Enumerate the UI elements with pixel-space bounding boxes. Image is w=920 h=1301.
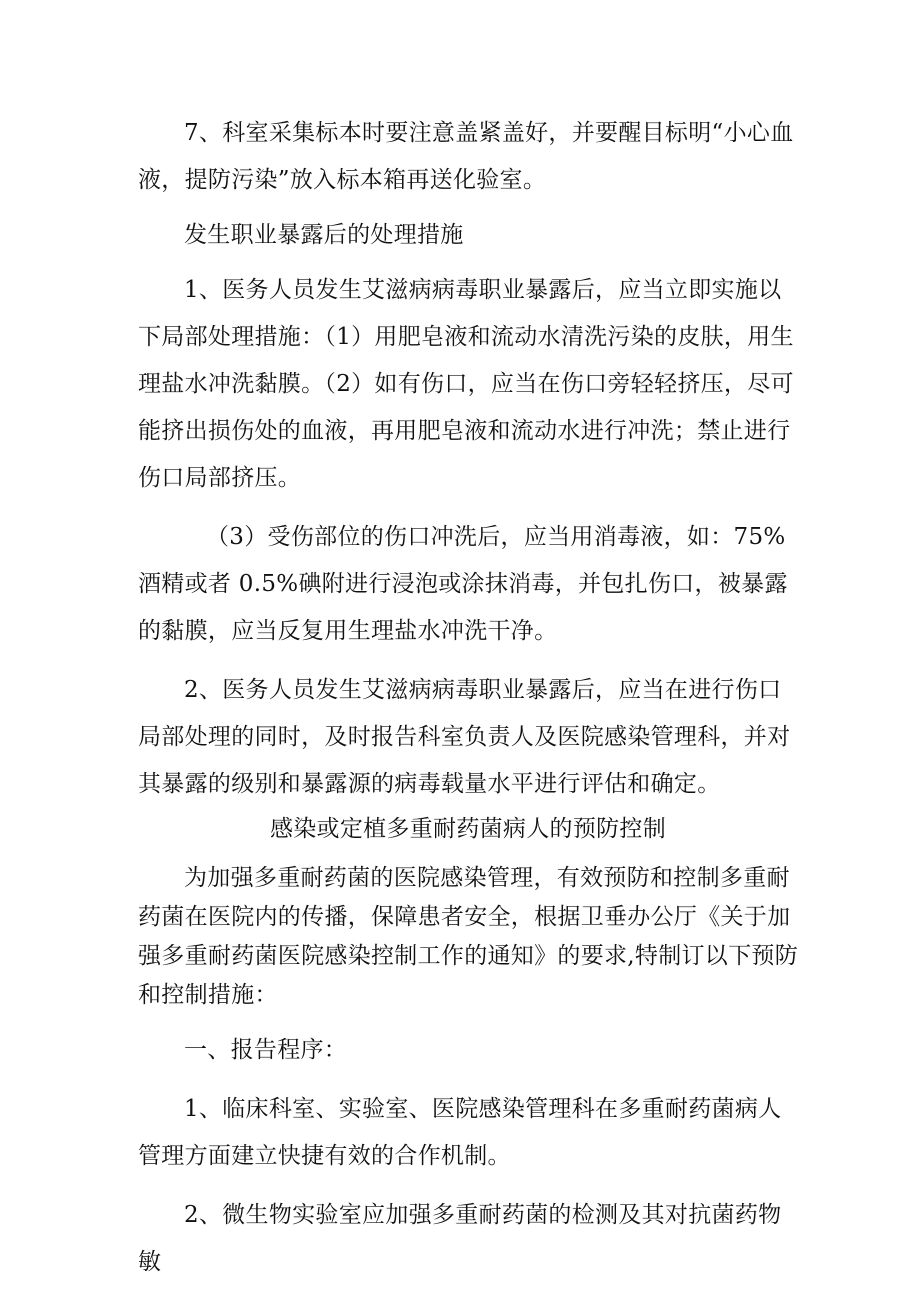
paragraph-mdro-intro: 为加强多重耐药菌的医院感染管理，有效预防和控制多重耐药菌在医院内的传播，保障患者安全，根据卫垂办公厅《关于加强多重耐药菌医院感染控制工作的通知》的要求,特制订以下预防和控制措施：	[138, 865, 799, 1008]
paragraph-cooperation-mechanism: 1、临床科室、实验室、医院感染管理科在多重耐药菌病人管理方面建立快捷有效的合作机制。	[138, 1096, 782, 1169]
paragraph-exposure-reporting: 2、医务人员发生艾滋病病毒职业暴露后，应当在进行伤口局部处理的同时，及时报告科室负责人及医院感染管理科，并对其暴露的级别和暴露源的病毒载量水平进行评估和确定。	[138, 677, 791, 797]
paragraph-specimen-collection: 7、科室采集标本时要注意盖紧盖好，并要醒目标明“小心血液，提防污染”放入标本箱再送化验室。	[138, 120, 794, 193]
document-body	[138, 110, 798, 1286]
section-heading-mdro-control: 感染或定植多重耐药菌病人的预防控制	[269, 816, 667, 842]
paragraph-exposure-local-treatment: 1、医务人员发生艾滋病病毒职业暴露后，应当立即实施以下局部处理措施：（1）用肥皂液和流动水清洗污染的皮肤，用生理盐水冲洗黏膜。（2）如有伤口，应当在伤口旁轻轻挤压，尽可能挤出损伤处的血液，再用肥皂液和流动水进行冲洗；禁止进行伤口局部挤压。	[138, 277, 794, 491]
section-heading-exposure-treatment: 发生职业暴露后的处理措施	[184, 222, 464, 248]
paragraph-reporting-procedure: 一、报告程序：	[184, 1037, 348, 1063]
paragraph-wound-disinfection: （3）受伤部位的伤口冲洗后，应当用消毒液，如：75%酒精或者 0.5%碘附进行浸泡或涂抹消毒，并包扎伤口，被暴露的黏膜，应当反复用生理盐水冲洗干净。	[138, 524, 788, 644]
paragraph-lab-detection: 2、微生物实验室应加强多重耐药菌的检测及其对抗菌药物敏	[138, 1202, 782, 1275]
